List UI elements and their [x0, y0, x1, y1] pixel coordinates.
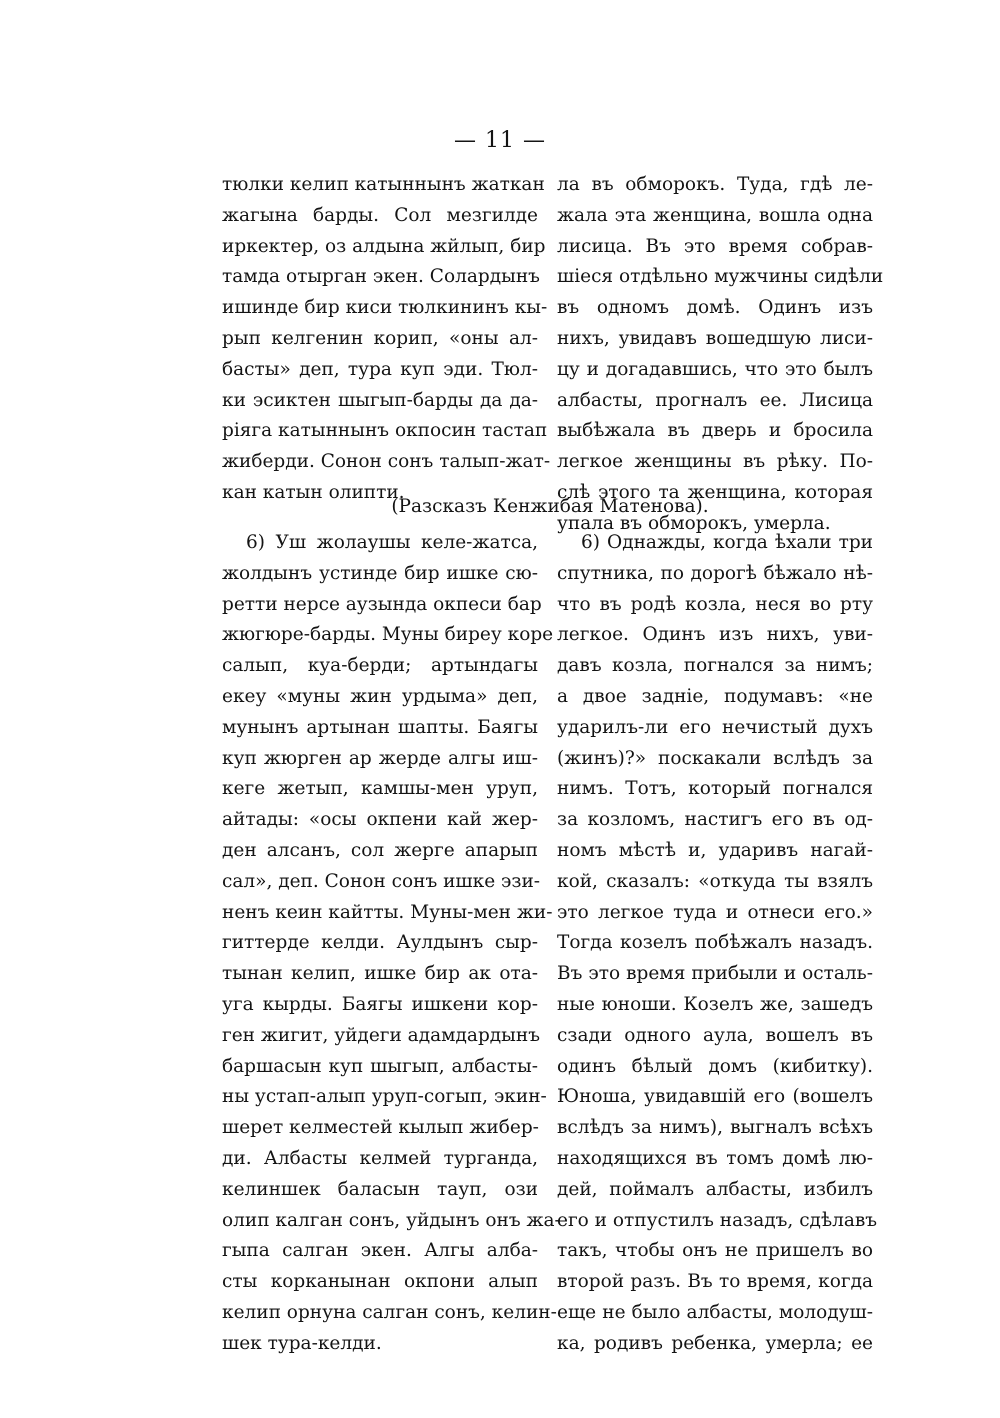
text-line: ишинде бир киси тюлкининъ кы-	[222, 297, 548, 319]
text-line: кой, сказалъ: «откуда ты взялъ	[557, 870, 873, 892]
text-line: одинъ бѣлый домъ (кибитку).	[557, 1055, 873, 1077]
text-line: давъ козла, погнался за нимъ;	[557, 655, 873, 677]
text-line: 6) Уш жолаушы келе-жатса,	[246, 532, 538, 553]
text-line: айтады: «осы окпени кай жер-	[222, 809, 538, 831]
text-line: ки эсиктен шыгып-барды да да-	[222, 389, 538, 411]
text-line: Тогда козелъ побѣжалъ назадъ.	[557, 932, 873, 954]
text-line: жолдынъ устинде бир ишке сю-	[222, 562, 538, 584]
text-line: албасты, прогналъ ее. Лисица	[557, 389, 873, 411]
text-line: кеге жетып, камшы-мен уруп,	[222, 778, 538, 800]
text-line: ненъ кеин кайтты. Муны-мен жи-	[222, 901, 553, 923]
text-line: келиншек баласын тауп, ози	[222, 1178, 538, 1200]
story-6-kazakh-column	[222, 528, 561, 1360]
text-line: сал», деп. Сонон сонъ ишке эзи-	[222, 870, 541, 892]
text-line: Юноша, увидавшій его (вошелъ	[557, 1086, 873, 1108]
text-line: куп жюрген ар жерде алгы иш-	[222, 747, 538, 769]
text-line: находящихся въ томъ домѣ лю-	[557, 1147, 873, 1169]
text-line: ка, родивъ ребенка, умерла; ее	[557, 1332, 873, 1354]
text-line: вслѣдъ за нимъ), выгналъ всѣхъ	[557, 1117, 873, 1139]
text-line: ны устап-алып уруп-согып, экин-	[222, 1086, 547, 1108]
text-line: (жинъ)?» поскакали вслѣдъ за	[557, 747, 873, 769]
text-line: ген жигит, уйдеги адамдардынъ	[222, 1024, 540, 1046]
text-line: ди. Албасты келмей турганда,	[222, 1147, 538, 1169]
text-line: шерет келместей кылып жибер-	[222, 1117, 539, 1139]
text-line: олип калган сонъ, уйдынъ онъ жа-	[222, 1209, 561, 1231]
text-line: легкое. Одинъ изъ нихъ, уви-	[557, 624, 873, 646]
text-line: лисица. Въ это время собрав-	[557, 235, 873, 257]
text-line: жала эта женщина, вошла одна	[557, 204, 873, 226]
text-line: ден алсанъ, сол жерге апарып	[222, 839, 538, 861]
text-line: иркектер, оз алдына жйлып, бир	[222, 235, 546, 257]
text-line: ударилъ-ли его нечистый духъ	[557, 716, 873, 738]
text-line: уга кырды. Баягы ишкени кор-	[222, 993, 538, 1015]
text-line: баршасын куп шыгып, албасты-	[222, 1055, 538, 1077]
text-line: тюлки келип катыннынъ жаткан	[222, 174, 545, 195]
text-line: его и отпустилъ назадъ, сдѣлавъ	[557, 1209, 878, 1231]
text-line: это легкое туда и отнеси его.»	[557, 901, 873, 923]
text-line: за козломъ, настигъ его въ од-	[557, 809, 873, 831]
text-line: ретти нерсе аузында окпеси бар	[222, 593, 542, 615]
text-line: жиберди. Сонон сонъ талып-жат-	[222, 451, 551, 473]
text-line: нихъ, увидавъ вошедшую лиси-	[557, 327, 873, 349]
text-line: второй разъ. Въ то время, когда	[557, 1271, 873, 1293]
text-line: мунынъ артынан шапты. Баягы	[222, 716, 538, 738]
text-line: тамда отырган экен. Солардынъ	[222, 266, 540, 288]
text-line: ла въ обморокъ. Туда, гдѣ ле-	[557, 174, 873, 195]
text-line: Въ это время прибыли и осталь-	[557, 963, 873, 985]
text-line: жюгюре-барды. Муны биреу коре	[222, 624, 554, 646]
text-line: ные юноши. Козелъ же, зашедъ	[557, 993, 873, 1015]
text-line: гыпа салган экен. Алгы албa-	[222, 1240, 538, 1262]
text-line: спутника, по дорогѣ бѣжало нѣ-	[557, 562, 873, 584]
text-line: басты» деп, тура куп эди. Тюл-	[222, 358, 538, 380]
text-line: дей, поймалъ албасты, избилъ	[557, 1178, 873, 1200]
text-line: легкое женщины въ рѣку. По-	[557, 451, 873, 473]
text-line: въ одномъ домѣ. Одинъ изъ	[557, 297, 873, 319]
story-attribution: (Разсказъ Кенжибая Матенова).	[391, 496, 709, 517]
text-line: сты корканынан окпони алып	[222, 1271, 538, 1293]
text-line: 6) Однажды, когда ѣхали три	[581, 532, 873, 553]
text-line: сзади одного аула, вошелъ въ	[557, 1024, 873, 1046]
story-6-russian-column	[557, 528, 878, 1360]
page-number: — 11 —	[454, 128, 546, 153]
text-line: цу и догадавшись, что это былъ	[557, 358, 873, 380]
text-line: а двое задніе, подумавъ: «не	[557, 685, 873, 707]
text-line: нимъ. Тотъ, который погнался	[557, 778, 873, 800]
text-line: гиттерде келди. Аулдынъ сыр-	[222, 932, 538, 954]
text-line: упала въ обморокъ, умерла.	[557, 512, 831, 534]
text-line: шіеся отдѣльно мужчины сидѣли	[557, 266, 884, 288]
text-line: рып келгенин корип, «оны ал-	[222, 327, 538, 349]
story-5-kazakh-column	[222, 170, 551, 509]
text-line: номъ мѣстѣ и, ударивъ нагай-	[557, 839, 873, 861]
text-line: слѣ этого та женщина, которая	[557, 481, 873, 503]
text-line: ріяга катыннынъ окпосин тастап	[222, 420, 548, 442]
text-line: тынан келип, ишке бир ак ота-	[222, 963, 538, 985]
story-5-russian-column	[557, 170, 884, 540]
text-line: еще не было албасты, молодуш-	[557, 1301, 873, 1323]
text-line: шек тура-келди.	[222, 1332, 382, 1354]
text-line: кан катын олипти.	[222, 481, 405, 503]
text-line: салып, куа-берди; артындагы	[222, 655, 538, 677]
text-line: келип орнуна салган сонъ, келин-	[222, 1301, 557, 1323]
text-line: такъ, чтобы онъ не пришелъ во	[557, 1240, 873, 1262]
text-line: жагына барды. Сол мезгилде	[222, 204, 538, 226]
text-line: что въ родѣ козла, неся во рту	[557, 593, 873, 615]
text-line: выбѣжала въ дверь и бросила	[557, 420, 873, 442]
text-line: екеу «муны жин урдыма» деп,	[222, 685, 538, 707]
